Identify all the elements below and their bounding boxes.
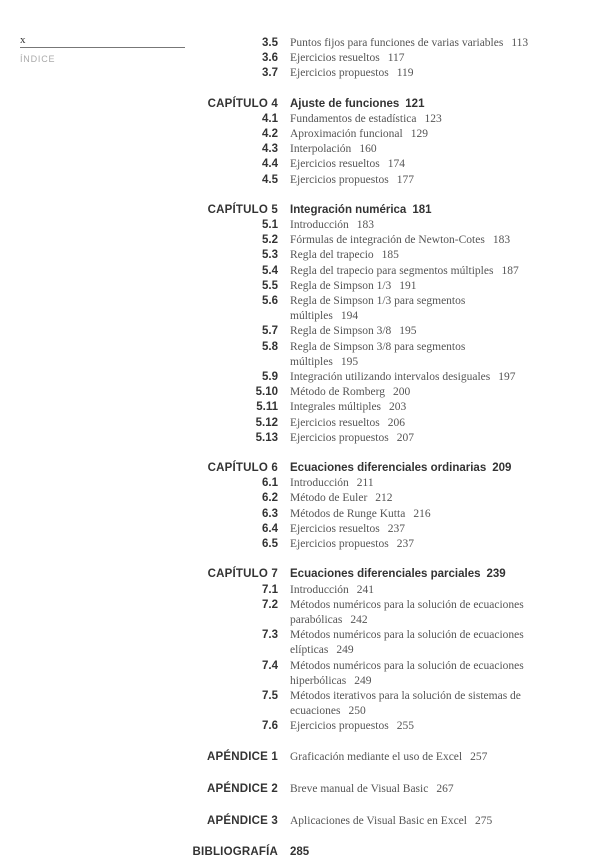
appendix-entry	[0, 814, 600, 829]
section-title	[290, 127, 530, 142]
appendix-title-text: Aplicaciones de Visual Basic en Excel	[290, 814, 467, 827]
toc-entry	[0, 340, 600, 370]
appendix-title	[290, 782, 454, 797]
section-number: 7.5	[262, 689, 278, 702]
section-title	[290, 264, 530, 279]
section-title-text: Ejercicios propuestos	[290, 173, 389, 186]
section-number: 3.7	[262, 67, 278, 80]
appendix-title-text: Breve manual de Visual Basic	[290, 782, 429, 795]
section-title-text: Aproximación funcional	[290, 128, 403, 141]
toc-entry	[0, 507, 600, 522]
toc-entry	[0, 279, 600, 294]
section-title	[290, 491, 530, 506]
toc-entry	[0, 719, 600, 734]
appendix-title-text: Graficación mediante el uso de Excel	[290, 750, 463, 763]
toc-entry	[0, 659, 600, 689]
chapter-label: CAPÍTULO 4	[207, 97, 278, 110]
page-number: x	[20, 34, 26, 46]
section-title-text: Métodos de Runge Kutta	[290, 507, 406, 520]
section-page: 113	[511, 37, 529, 49]
section-number: 5.10	[255, 386, 278, 399]
chapter-page: 239	[486, 568, 506, 581]
section-title-text: Ejercicios resueltos	[290, 416, 380, 429]
section-title-text: Método de Romberg	[290, 386, 385, 399]
section-title	[290, 522, 530, 537]
toc-entry	[0, 142, 600, 157]
appendix-entry	[0, 782, 600, 797]
section-page: 160	[359, 143, 377, 156]
section-title	[290, 431, 530, 446]
section-title	[290, 537, 530, 552]
section-number: 5.1	[262, 219, 278, 232]
section-number: 7.3	[262, 629, 278, 642]
section-title-text: Integrales múltiples	[290, 401, 382, 414]
section-page: 174	[387, 158, 405, 171]
section-title-text: Métodos numéricos para la solución de ecuaciones parabólicas	[290, 598, 524, 626]
toc-entry	[0, 431, 600, 446]
toc-entry	[0, 416, 600, 431]
section-number: 7.6	[262, 720, 278, 733]
section-page: 255	[396, 720, 414, 733]
section-number: 4.3	[262, 143, 278, 156]
section-number: 6.5	[262, 538, 278, 551]
section-page: 242	[350, 613, 368, 626]
toc-entry	[0, 233, 600, 248]
section-page: 194	[340, 310, 359, 323]
chapter-page: 181	[412, 203, 432, 216]
chapter-heading	[0, 567, 600, 582]
toc-entry	[0, 157, 600, 172]
section-title	[290, 719, 530, 734]
section-title-text: Ejercicios propuestos	[290, 67, 389, 80]
section-page: 211	[356, 477, 374, 490]
chapter-label: CAPÍTULO 6	[207, 462, 278, 475]
appendix-label: APÉNDICE 2	[206, 782, 278, 795]
section-number: 5.7	[262, 325, 278, 338]
toc-block	[0, 203, 600, 446]
toc-entry	[0, 385, 600, 400]
spacer	[0, 797, 600, 814]
table-of-contents	[0, 36, 600, 858]
section-number: 4.1	[262, 112, 278, 125]
section-page: 183	[356, 219, 375, 232]
section-title	[290, 142, 530, 157]
section-title	[290, 598, 530, 628]
section-number: 5.6	[262, 295, 278, 308]
toc-entry	[0, 370, 600, 385]
toc-entry	[0, 598, 600, 628]
section-title	[290, 233, 530, 248]
section-page: 216	[413, 507, 431, 520]
section-page: 177	[396, 173, 414, 186]
section-page: 241	[356, 583, 375, 596]
section-title-text: Introducción	[290, 219, 349, 232]
section-title-text: Puntos fijos para funciones de varias variables	[290, 37, 504, 49]
section-page: 206	[387, 416, 405, 429]
toc-entry	[0, 127, 600, 142]
section-page: 237	[396, 538, 414, 551]
chapter-label: CAPÍTULO 7	[207, 568, 278, 581]
section-title	[290, 476, 530, 491]
section-title-text: Métodos numéricos para la solución de ecuaciones elípticas	[290, 629, 524, 657]
toc-entry	[0, 112, 600, 127]
section-page: 119	[396, 67, 414, 80]
section-title-text: Regla de Simpson 1/3 para segmentos múltiples	[290, 295, 466, 323]
section-number: 4.4	[262, 158, 278, 171]
section-number: 7.1	[262, 583, 278, 596]
toc-entry	[0, 294, 600, 324]
section-page: 249	[354, 674, 372, 687]
chapter-title	[290, 203, 432, 218]
appendix-label: APÉNDICE 1	[206, 750, 278, 763]
section-page: 249	[336, 644, 354, 657]
section-title	[290, 416, 530, 431]
section-title	[290, 507, 530, 522]
section-title-text: Integración utilizando intervalos desiguales	[290, 371, 491, 384]
section-number: 5.8	[262, 340, 278, 353]
toc-entry	[0, 522, 600, 537]
chapter-heading	[0, 97, 600, 112]
section-title-text: Ejercicios propuestos	[290, 720, 389, 733]
bibliography-label: BIBLIOGRAFÍA	[192, 845, 278, 858]
toc-entry	[0, 264, 600, 279]
bibliography-entry	[0, 846, 600, 858]
toc-block	[0, 36, 600, 82]
section-title	[290, 248, 530, 263]
chapter-title-text: Ecuaciones diferenciales parciales	[290, 568, 481, 581]
section-page: 195	[399, 325, 417, 338]
section-page: 203	[389, 401, 407, 414]
section-page: 123	[424, 112, 442, 125]
running-head: ÍNDICE	[20, 54, 56, 64]
toc-entry	[0, 400, 600, 415]
toc-entry	[0, 248, 600, 263]
section-number: 5.12	[255, 416, 278, 429]
section-number: 5.5	[262, 279, 278, 292]
section-title	[290, 689, 530, 719]
section-number: 6.3	[262, 507, 278, 520]
section-number: 4.5	[262, 173, 278, 186]
toc-block	[0, 567, 600, 734]
section-title	[290, 324, 530, 339]
appendix-page: 257	[470, 750, 488, 763]
section-number: 6.1	[262, 477, 278, 490]
section-title	[290, 659, 530, 689]
section-number: 5.11	[256, 401, 278, 414]
section-title-text: Regla del trapecio	[290, 249, 374, 262]
chapter-heading	[0, 203, 600, 218]
section-title	[290, 157, 530, 172]
section-page: 183	[492, 234, 511, 247]
section-page: 207	[396, 431, 414, 444]
section-page: 237	[387, 522, 405, 535]
toc-entry	[0, 476, 600, 491]
toc-entry	[0, 66, 600, 81]
section-page: 195	[340, 355, 359, 368]
section-page: 185	[381, 249, 399, 262]
appendix-page: 275	[474, 814, 493, 827]
section-page: 191	[399, 279, 417, 292]
toc-entry	[0, 51, 600, 66]
chapter-title-text: Integración numérica	[290, 203, 407, 216]
section-title-text: Métodos iterativos para la solución de sistemas de ecuaciones	[290, 689, 521, 718]
appendix-label: APÉNDICE 3	[206, 814, 278, 827]
section-number: 6.2	[262, 492, 278, 505]
section-number: 5.3	[262, 249, 278, 262]
spacer	[0, 829, 600, 846]
section-number: 6.4	[262, 522, 278, 535]
section-title	[290, 583, 530, 598]
section-title-text: Métodos numéricos para la solución de ecuaciones hiperbólicas	[290, 659, 524, 687]
section-title	[290, 628, 530, 658]
section-title-text: Interpolación	[290, 143, 352, 156]
chapter-title-text: Ecuaciones diferenciales ordinarias	[290, 462, 487, 475]
section-number: 4.2	[262, 128, 278, 141]
section-number: 5.4	[262, 264, 278, 277]
section-title-text: Ejercicios resueltos	[290, 522, 380, 535]
section-number: 5.2	[262, 234, 278, 247]
section-title-text: Ejercicios resueltos	[290, 52, 380, 65]
section-title	[290, 385, 530, 400]
chapter-page: 209	[492, 462, 512, 475]
section-number: 3.6	[262, 52, 278, 65]
toc-block	[0, 97, 600, 188]
toc-entry	[0, 583, 600, 598]
chapter-heading	[0, 461, 600, 476]
section-page: 197	[498, 371, 516, 384]
section-title	[290, 218, 530, 233]
section-title-text: Ejercicios propuestos	[290, 538, 389, 551]
chapter-title	[290, 97, 424, 112]
toc-block	[0, 461, 600, 552]
section-title	[290, 279, 530, 294]
section-title	[290, 173, 530, 188]
appendix-page: 267	[436, 782, 454, 795]
section-title	[290, 112, 530, 127]
toc-entry	[0, 491, 600, 506]
toc-entry	[0, 173, 600, 188]
section-title-text: Regla de Simpson 1/3	[290, 279, 392, 292]
section-title-text: Ejercicios propuestos	[290, 431, 389, 444]
section-page: 200	[392, 386, 411, 399]
toc-entry	[0, 689, 600, 719]
section-title	[290, 36, 530, 51]
chapter-title	[290, 567, 506, 582]
section-title	[290, 66, 530, 81]
toc-entry	[0, 537, 600, 552]
section-title	[290, 294, 530, 324]
section-number: 7.2	[262, 598, 278, 611]
section-number: 7.4	[262, 659, 278, 672]
section-page: 129	[410, 128, 428, 141]
section-page: 187	[501, 264, 519, 277]
section-title	[290, 340, 530, 370]
chapter-title	[290, 461, 511, 476]
section-page: 250	[348, 705, 366, 718]
section-title-text: Fórmulas de integración de Newton-Cotes	[290, 234, 485, 247]
section-number: 5.13	[255, 431, 278, 444]
section-title-text: Introducción	[290, 583, 349, 596]
toc-entry	[0, 324, 600, 339]
section-title-text: Método de Euler	[290, 492, 368, 505]
section-title-text: Ejercicios resueltos	[290, 158, 380, 171]
section-title-text: Regla del trapecio para segmentos múltiples	[290, 264, 494, 277]
appendix-title	[290, 814, 492, 829]
appendix-title	[290, 750, 487, 765]
section-page: 212	[375, 492, 393, 505]
chapter-page: 121	[405, 97, 425, 110]
toc-entry	[0, 218, 600, 233]
section-title	[290, 370, 530, 385]
bibliography-page: 285	[290, 845, 310, 858]
section-number: 3.5	[262, 37, 278, 49]
toc-entry	[0, 628, 600, 658]
section-title-text: Regla de Simpson 3/8	[290, 325, 392, 338]
section-title	[290, 51, 530, 66]
section-title-text: Introducción	[290, 477, 349, 490]
section-page: 117	[387, 52, 405, 65]
section-title-text: Regla de Simpson 3/8 para segmentos múltiples	[290, 340, 466, 368]
section-number: 5.9	[262, 371, 278, 384]
section-title-text: Fundamentos de estadística	[290, 112, 417, 125]
chapter-title-text: Ajuste de funciones	[290, 97, 400, 110]
section-title	[290, 400, 530, 415]
chapter-label: CAPÍTULO 5	[207, 203, 278, 216]
appendix-entry	[0, 750, 600, 765]
spacer	[0, 765, 600, 782]
toc-entry	[0, 36, 600, 51]
